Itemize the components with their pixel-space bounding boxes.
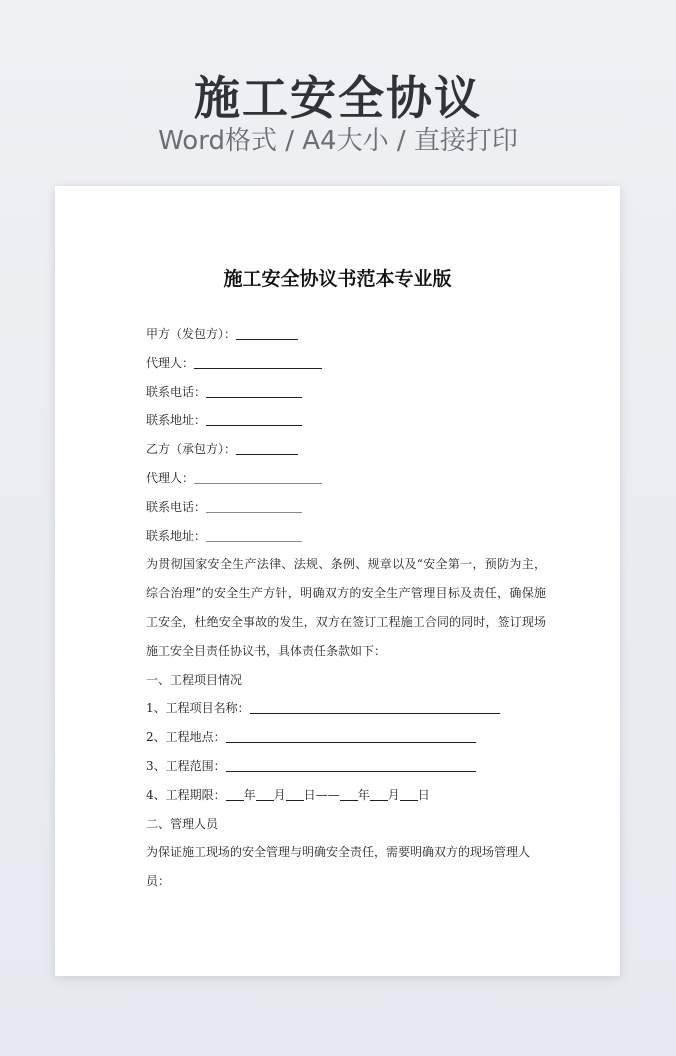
party-b-address-label: 联系地址： xyxy=(146,528,207,543)
start-month-blank[interactable] xyxy=(256,786,274,801)
party-b-agent-blank[interactable] xyxy=(194,469,322,484)
party-a-agent-line xyxy=(146,349,546,378)
party-a-phone-line xyxy=(146,378,546,407)
document-body xyxy=(146,320,546,896)
item3-blank[interactable] xyxy=(226,757,476,772)
party-b-phone-line xyxy=(146,493,546,522)
end-month-blank[interactable] xyxy=(370,786,388,801)
start-year-unit: 年 xyxy=(243,787,256,802)
item1-line xyxy=(146,694,546,723)
party-a-phone-blank[interactable] xyxy=(206,383,302,398)
party-a-agent-blank[interactable] xyxy=(194,354,322,369)
party-b-address-blank[interactable] xyxy=(206,527,302,542)
party-a-blank[interactable] xyxy=(236,325,298,340)
party-b-agent-line xyxy=(146,464,546,493)
party-b-label: 乙方（承包方）： xyxy=(146,442,237,457)
start-month-unit: 月 xyxy=(273,787,286,802)
item4-label: 4、工程期限： xyxy=(146,787,226,802)
section1-heading: 一、工程项目情况 xyxy=(146,672,243,687)
party-a-line xyxy=(146,320,546,349)
start-year-blank[interactable] xyxy=(226,786,244,801)
item3-line xyxy=(146,752,546,781)
party-b-agent-label: 代理人： xyxy=(146,470,195,485)
party-a-address-blank[interactable] xyxy=(206,411,302,426)
section2-heading: 二、管理人员 xyxy=(146,816,219,831)
end-year-blank[interactable] xyxy=(340,786,358,801)
item2-line xyxy=(146,723,546,752)
section2-paragraph: 为保证施工现场的安全管理与明确安全责任，需要明确双方的现场管理人员： xyxy=(146,845,531,889)
end-day-unit: 日 xyxy=(417,787,430,802)
party-b-blank[interactable] xyxy=(236,440,298,455)
party-a-label: 甲方（发包方）： xyxy=(146,327,237,341)
party-a-phone-label: 联系电话： xyxy=(146,384,207,399)
item1-blank[interactable] xyxy=(250,699,500,714)
party-a-address-label: 联系地址： xyxy=(146,413,207,428)
banner-title: 施工安全协议 xyxy=(194,71,482,125)
start-day-unit: 日 xyxy=(303,787,316,802)
date-range-dash: —— xyxy=(315,787,340,802)
party-b-address-line xyxy=(146,522,546,551)
item2-label: 2、工程地点： xyxy=(146,730,226,745)
intro-paragraph: 为贯彻国家安全生产法律、法规、条例、规章以及“安全第一，预防为主，综合治理”的安全生产方针，明确双方的安全生产管理目标及责任，确保施工安全，杜绝安全事故的发生，双方在签订工程施工合同的同时，签订现场施工安全目责任协议书，具体责任条款如下： xyxy=(146,557,546,658)
item1-label: 1、工程项目名称： xyxy=(146,701,250,716)
item4-line xyxy=(146,781,546,810)
banner-subtitle: Word格式 / A4大小 / 直接打印 xyxy=(158,126,518,156)
party-a-address-line xyxy=(146,406,546,435)
item3-label: 3、工程范围： xyxy=(146,758,226,773)
document-title: 施工安全协议书范本专业版 xyxy=(223,268,452,290)
party-b-phone-label: 联系电话： xyxy=(146,499,207,514)
item2-blank[interactable] xyxy=(226,728,476,743)
end-year-unit: 年 xyxy=(357,787,370,802)
end-day-blank[interactable] xyxy=(400,786,418,801)
document-page xyxy=(55,186,620,976)
party-a-agent-label: 代理人： xyxy=(146,355,195,370)
end-month-unit: 月 xyxy=(387,787,400,802)
start-day-blank[interactable] xyxy=(286,786,304,801)
party-b-phone-blank[interactable] xyxy=(206,498,302,513)
party-b-line xyxy=(146,435,546,464)
